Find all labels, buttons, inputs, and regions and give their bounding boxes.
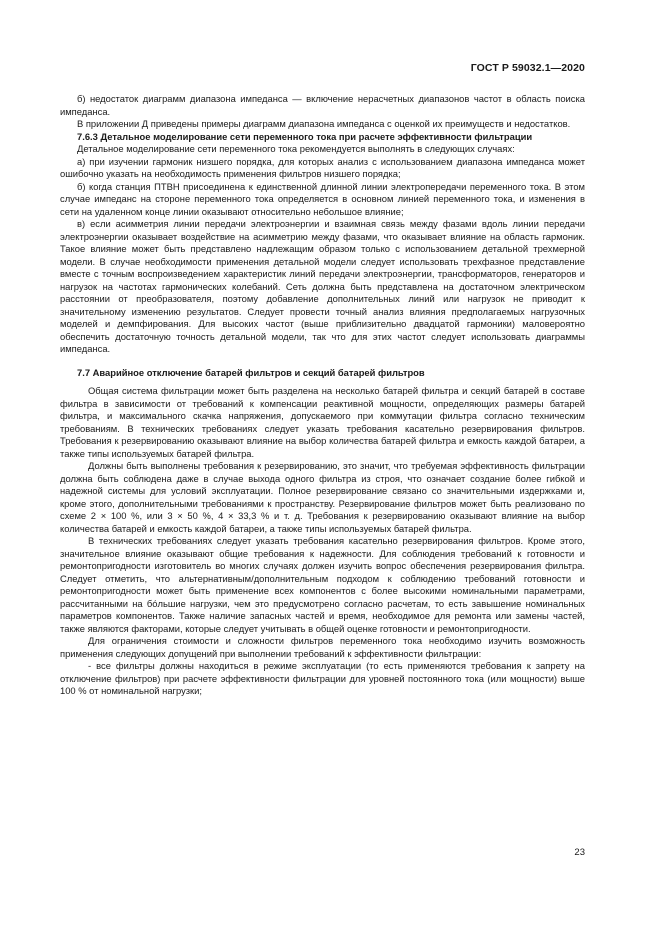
- paragraph: В технических требованиях следует указать требования касательно резервирования фильтров. Кроме этого, значительное влияние оказывают общие требования к надежности. Для соблюдения требований к готовности и ремонтопригодности изготовитель во многих случаях должен изучить вопрос обеспечения резервирования фильтра. Следует отметить, что альтернативным/дополнительным подходом к соблюдению требований готовности и ремонтопригодности может быть применение всех компонентов с более высокими номинальными параметрами, рассчитанными на бо́льшие нагрузки, чем это предусмотрено согласно расчетам, то есть завышение номинальных параметров компонентов. Также наличие запасных частей и время, необходимое для ремонта или замены частей, также являются факторами, которые следует учитывать в общей оценке готовности и ремонтопригодности.: [60, 535, 585, 634]
- paragraph: Общая система фильтрации может быть разделена на несколько батарей фильтра и секций батарей в составе фильтра в зависимости от требований к компенсации реактивной мощности, определяющих размеры батарей фильтра, и максимального скачка напряжения, допускаемого при коммутации фильтра согласно техническим требованиям. В технических требованиях следует указать требования касательно резервирования фильтров. Требования к резервированию оказывают влияние на выбор количества батарей фильтра и емкость каждой батареи, а также типы используемых батарей фильтра.: [60, 385, 585, 459]
- paragraph: В приложении Д приведены примеры диаграмм диапазона импеданса с оценкой их преимуществ и недостатков.: [77, 118, 571, 129]
- section-7-7-body: [60, 385, 585, 698]
- list-item: б) когда станция ПТВН присоединена к единственной длинной линии электропередачи переменного тока. В этом случае импеданс на стороне переменного тока определяется в основном линией переменного тока, и изменения в сети на удаленном конце линии оказывают относительно небольшое влияние;: [60, 180, 585, 217]
- paragraph: Должны быть выполнены требования к резервированию, это значит, что требуемая эффективность фильтрации должна быть соблюдена даже в случае выхода одного фильтра из строя, что означает создание более гибкой и надежной системы для условий эксплуатации. Полное резервирование связано со значительными издержками и, кроме этого, дополнительными требованиями к пространству. Резервирование фильтров может быть реализовано по схеме 2 × 100 %, или 3 × 50 %, 4 × 33,3 % и т. д. Требования к резервированию оказывают влияние на выбор количества батарей и емкость каждой батареи, а также типы используемых батарей фильтра.: [60, 460, 585, 534]
- list-item: - все фильтры должны находиться в режиме эксплуатации (то есть применяются требования к запрету на отключение фильтров) при расчете эффективности фильтрации для уровней постоянного тока (или мощности) выше 100 % от номинальной нагрузки;: [60, 660, 585, 696]
- paragraph: б) недостаток диаграмм диапазона импеданса — включение нерасчетных диапазонов частот в область поиска импеданса.: [60, 93, 585, 117]
- list-item: в) если асимметрия линии передачи электроэнергии и взаимная связь между фазами вдоль линии передачи электроэнергии оказывает воздействие на асимметрию между фазами, что оказывает влияние на область гармоник. Такое влияние может быть представлено надлежащим образом только с использованием детальной трехмерной модели. В случае необходимости применения детальной модели следует использовать трехфазное представление вместе с точным воспроизведением характеристик линий передачи электроэнергии, трансформаторов, генераторов и нагрузок на частотах гармонических колебаний. Сеть должна быть представлена на достаточном электрическом расстоянии от преобразователя, поэтому добавление дополнительных линий или нагрузок не приводит к значительному изменению результатов. Следует провести точный анализ влияния предполагаемых нагрузочных моделей и демпфирования. Для высоких частот (выше приблизительно двадцатой гармоники) маловероятно обеспечить достаточную точность детальной модели, так что для этих частот следует использовать диаграммы импеданса.: [60, 218, 585, 354]
- paragraph: Детальное моделирование сети переменного тока рекомендуется выполнять в следующих случаях:: [77, 143, 515, 154]
- section-heading-7-6-3: 7.6.3 Детальное моделирование сети переменного тока при расчете эффективности фильтрации: [77, 130, 533, 142]
- list-item: а) при изучении гармоник низшего порядка, для которых анализ с использованием диапазона импеданса может ошибочно указать на необходимость применения фильтров низшего порядка;: [60, 155, 585, 179]
- section-heading-7-7: 7.7 Аварийное отключение батарей фильтров и секций батарей фильтров: [77, 366, 425, 378]
- page-number: 23: [574, 847, 585, 858]
- paragraph: Для ограничения стоимости и сложности фильтров переменного тока необходимо изучить возможность применения следующих допущений при выполнении требований к эффективности фильтрации:: [60, 635, 585, 659]
- page-content: [60, 93, 585, 698]
- standard-number: ГОСТ Р 59032.1—2020: [470, 62, 585, 74]
